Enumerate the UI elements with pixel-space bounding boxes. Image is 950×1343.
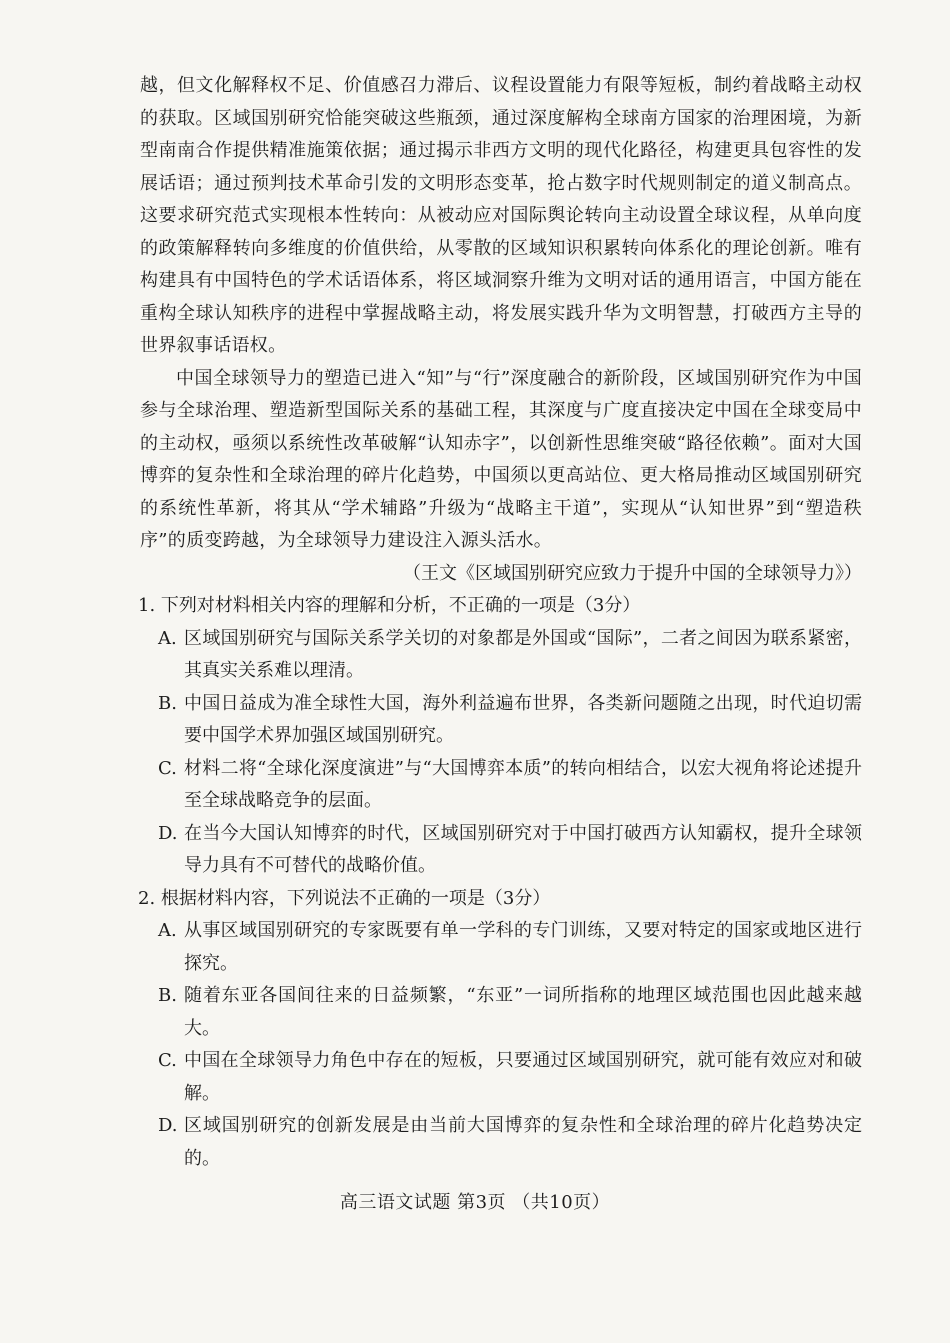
option-text: 中国日益成为准全球性大国，海外利益遍布世界，各类新问题随之出现，时代迫切需要中国学术界加强区域国别研究。	[184, 692, 862, 746]
option-text: 区域国别研究与国际关系学关切的对象都是外国或“国际”，二者之间因为联系紧密，其真实关系难以理清。	[184, 627, 862, 681]
option-c	[158, 1045, 862, 1110]
question-stem: 2. 根据材料内容，下列说法不正确的一项是（3分）	[138, 887, 551, 909]
passage-paragraph-2: 中国全球领导力的塑造已进入“知”与“行”深度融合的新阶段，区域国别研究作为中国参与全球治理、塑造新型国际关系的基础工程，其深度与广度直接决定中国在全球变局中的主动权，亟须以系统性改革破解“认知赤字”，以创新性思维突破“路径依赖”。面对大国博弈的复杂性和全球治理的碎片化趋势，中国须以更高站位、更大格局推动区域国别研究的系统性革新，将其从“学术辅路”升级为“战略主干道”，实现从“认知世界”到“塑造秩序”的质变跨越，为全球领导力建设注入源头活水。	[140, 367, 862, 551]
question-1	[140, 590, 862, 883]
option-c	[158, 753, 862, 818]
option-letter: D.	[158, 1115, 178, 1136]
option-d	[158, 818, 862, 883]
option-letter: D.	[158, 822, 178, 844]
option-text: 从事区域国别研究的专家既要有单一学科的专门训练，又要对特定的国家或地区进行探究。	[184, 920, 862, 974]
question-stem: 1. 下列对材料相关内容的理解和分析，不正确的一项是（3分）	[138, 595, 641, 616]
option-text: 中国在全球领导力角色中存在的短板，只要通过区域国别研究，就可能有效应对和破解。	[184, 1050, 862, 1104]
question-2	[140, 883, 862, 1176]
option-letter: A.	[158, 920, 177, 941]
passage-paragraph-1: 越，但文化解释权不足、价值感召力滞后、议程设置能力有限等短板，制约着战略主动权的获取。区域国别研究恰能突破这些瓶颈，通过深度解构全球南方国家的治理困境，为新型南南合作提供精准施策依据；通过揭示非西方文明的现代化路径，构建更具包容性的发展话语；通过预判技术革命引发的文明形态变革，抢占数字时代规则制定的道义制高点。这要求研究范式实现根本性转向：从被动应对国际舆论转向主动设置全球议程，从单向度的政策解释转向多维度的价值供给，从零散的区域知识积累转向体系化的理论创新。唯有构建具有中国特色的学术话语体系，将区域洞察升维为文明对话的通用语言，中国方能在重构全球认知秩序的进程中掌握战略主动，将发展实践升华为文明智慧，打破西方主导的世界叙事话语权。	[140, 75, 862, 356]
option-letter: C.	[158, 757, 177, 779]
option-letter: B.	[158, 692, 177, 714]
option-b	[158, 688, 862, 753]
option-text: 材料二将“全球化深度演进”与“大国博弈本质”的转向相结合，以宏大视角将论述提升至全球战略竞争的层面。	[184, 757, 862, 811]
option-text: 在当今大国认知博弈的时代，区域国别研究对于中国打破西方认知霸权，提升全球领导力具有不可替代的战略价值。	[184, 822, 862, 876]
option-text: 区域国别研究的创新发展是由当前大国博弈的复杂性和全球治理的碎片化趋势决定的。	[184, 1115, 862, 1169]
option-a	[158, 915, 862, 980]
passage-source: （王文《区域国别研究应致力于提升中国的全球领导力》）	[403, 562, 862, 584]
option-letter: C.	[158, 1050, 177, 1071]
option-b	[158, 980, 862, 1045]
option-letter: A.	[158, 627, 177, 649]
passage	[140, 70, 862, 590]
option-text: 随着东亚各国间往来的日益频繁，“东亚”一词所指称的地理区域范围也因此越来越大。	[184, 985, 862, 1039]
option-d	[158, 1110, 862, 1175]
option-a	[158, 623, 862, 688]
option-letter: B.	[158, 985, 177, 1006]
page-footer: 高三语文试题 第3页 （共10页）	[339, 1192, 611, 1213]
